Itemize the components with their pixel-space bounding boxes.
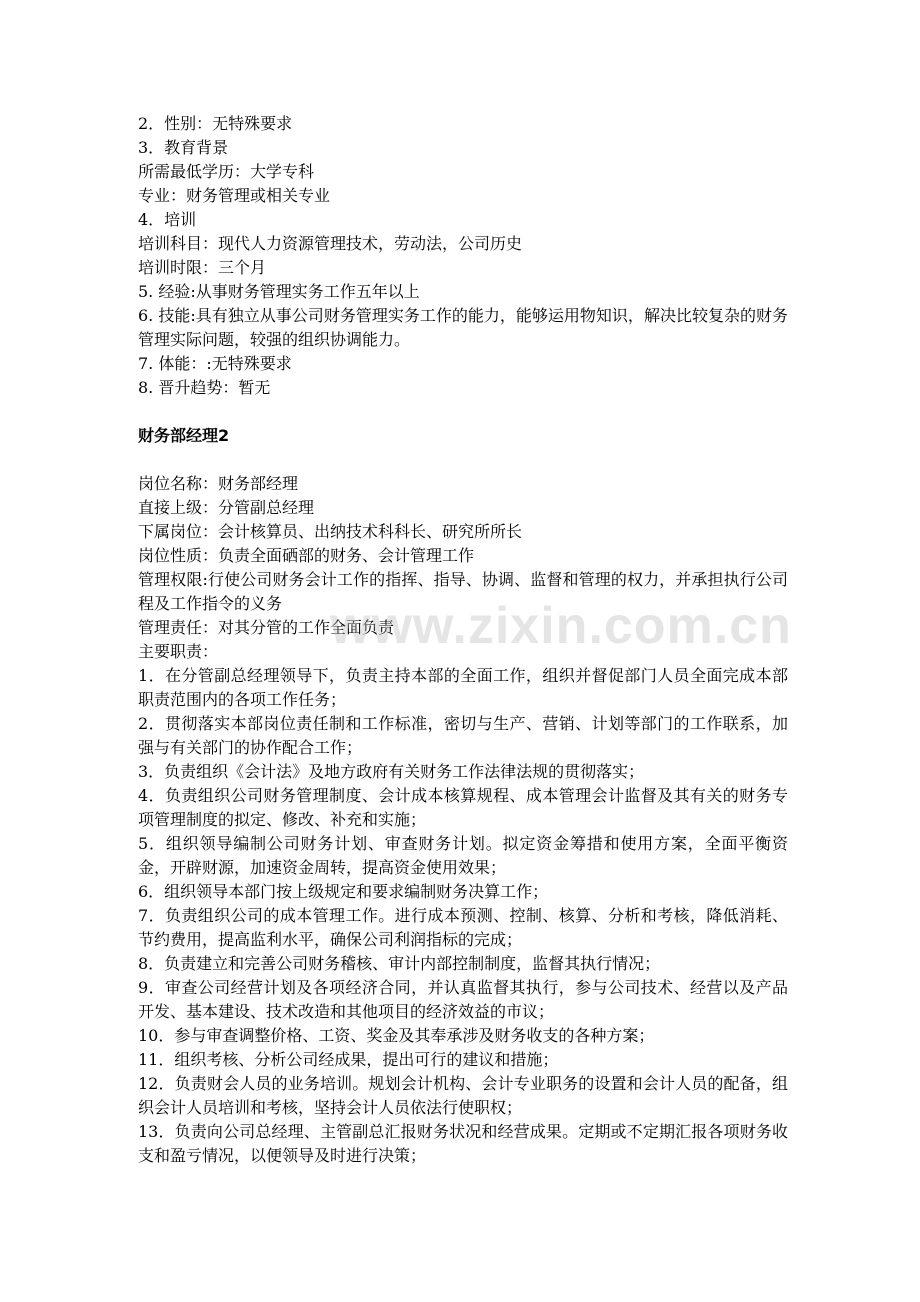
text-line: 4．培训 — [138, 210, 197, 229]
duty-item: 9．审查公司经营计划及各项经济合同，并认真监督其执行，参与公司技术、经营以及产品开发、基本建设、技术改造和其他项目的经济效益的市议； — [138, 978, 788, 1021]
duty-item: 3．负责组织《会计法》及地方政府有关财务工作法律法规的贯彻落实； — [138, 762, 645, 781]
text-line: 培训时限：三个月 — [138, 258, 267, 277]
duty-item: 11．组织考核、分析公司经成果，提出可行的建议和措施； — [138, 1050, 559, 1069]
text-line: 直接上级：分管副总经理 — [138, 498, 315, 517]
text-line: 岗位名称：财务部经理 — [138, 474, 299, 493]
text-line: 所需最低学历：大学专科 — [138, 162, 315, 181]
duty-item: 10．参与审查调整价格、工资、奖金及其奉承涉及财务收支的各种方案； — [138, 1026, 655, 1045]
section-finance-manager — [138, 472, 788, 1168]
section-requirements — [138, 112, 788, 400]
text-paragraph: 管理权限:行使公司财务会计工作的指挥、指导、协调、监督和管理的权力，并承担执行公司程及工作指令的义务 — [138, 570, 788, 613]
duty-item: 8．负责建立和完善公司财务稽核、审计内部控制制度，监督其执行情况； — [138, 954, 661, 973]
text-line: 3．教育背景 — [138, 138, 229, 157]
duty-item: 12．负责财会人员的业务培训。规划会计机构、会计专业职务的设置和会计人员的配备，组织会计人员培训和考核，坚持会计人员依法行使职权； — [138, 1074, 788, 1117]
text-line: 2．性别：无特殊要求 — [138, 114, 293, 133]
duty-item: 4．负责组织公司财务管理制度、会计成本核算规程、成本管理会计监督及其有关的财务专项管理制度的拟定、修改、补充和实施； — [138, 786, 788, 829]
text-line: 下属岗位：会计核算员、出纳技术科科长、研究所所长 — [138, 522, 523, 541]
text-paragraph: 6. 技能:具有独立从事公司财务管理实务工作的能力，能够运用物知识，解决比较复杂的财务管理实际问题，较强的组织协调能力。 — [138, 306, 788, 349]
section-heading: 财务部经理2 — [138, 426, 230, 445]
text-line: 8. 晋升趋势：暂无 — [138, 378, 271, 397]
duty-item: 1．在分管副总经理领导下，负责主持本部的全面工作，组织并督促部门人员全面完成本部职责范围内的各项工作任务； — [138, 666, 788, 709]
text-line: 专业：财务管理或相关专业 — [138, 186, 331, 205]
watermark: www.zixin.com.cn — [330, 597, 792, 655]
duty-item: 5．组织领导编制公司财务计划、审查财务计划。拟定资金筹措和使用方案，全面平衡资金，开辟财源，加速资金周转，提高资金使用效果； — [138, 834, 788, 877]
text-line: 管理责任：对其分管的工作全面负责 — [138, 618, 395, 637]
text-line: 岗位性质：负责全面硒部的财务、会计管理工作 — [138, 546, 475, 565]
duty-item: 7．负责组织公司的成本管理工作。进行成本预测、控制、核算、分析和考核，降低消耗、节约费用，提高监利水平，确保公司利润指标的完成； — [138, 906, 788, 949]
text-line: 7. 体能：:无特殊要求 — [138, 354, 292, 373]
text-line: 5. 经验:从事财务管理实务工作五年以上 — [138, 282, 420, 301]
text-line: 培训科目：现代人力资源管理技术，劳动法，公司历史 — [138, 234, 523, 253]
document-page — [138, 112, 788, 1168]
text-line: 主要职责： — [138, 642, 219, 661]
duty-item: 6．组织领导本部门按上级规定和要求编制财务决算工作； — [138, 882, 549, 901]
duty-item: 13．负责向公司总经理、主管副总汇报财务状况和经营成果。定期或不定期汇报各项财务收支和盈亏情况，以便领导及时进行决策； — [138, 1122, 788, 1165]
duty-item: 2．贯彻落实本部岗位责任制和工作标准，密切与生产、营销、计划等部门的工作联系，加强与有关部门的协作配合工作； — [138, 714, 788, 757]
